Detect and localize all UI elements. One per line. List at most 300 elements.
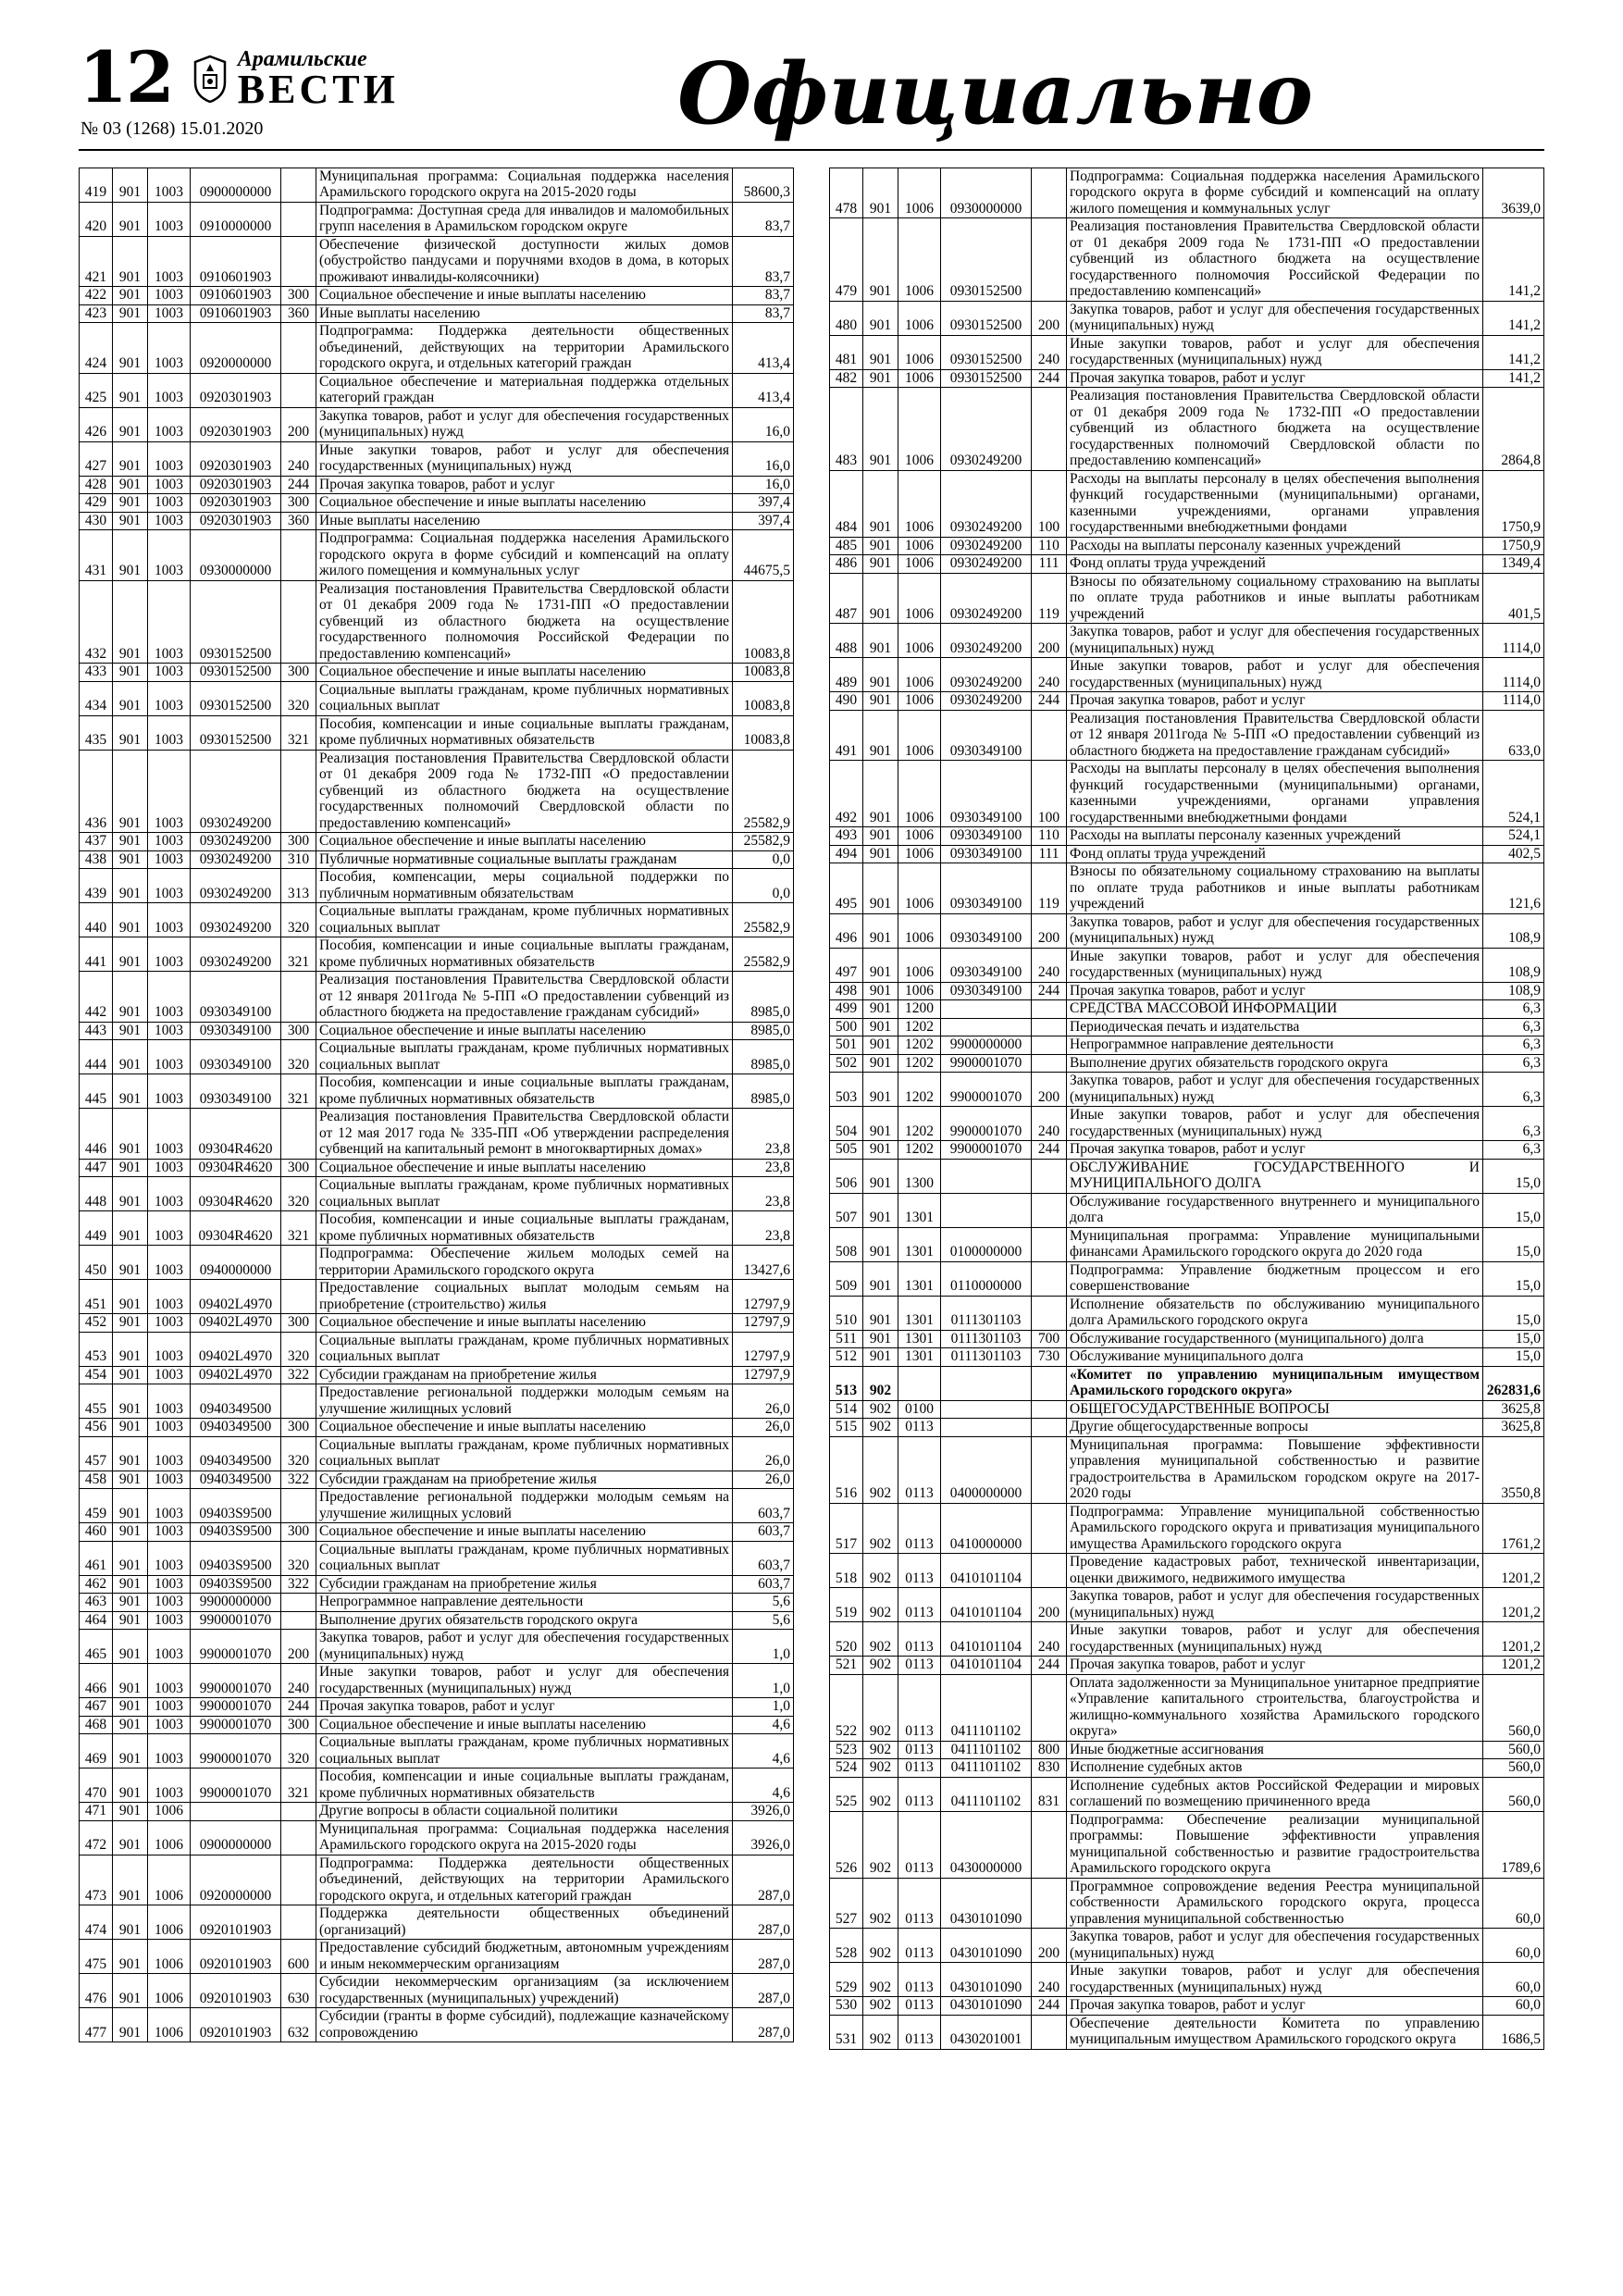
code-target: 9900001070 <box>191 1664 281 1698</box>
row-description: Социальные выплаты гражданам, кроме публичных нормативных социальных выплат <box>316 1177 733 1211</box>
row-description: Социальные выплаты гражданам, кроме публичных нормативных социальных выплат <box>316 1040 733 1074</box>
code-grbs: 901 <box>113 681 148 715</box>
row-number: 445 <box>80 1074 113 1109</box>
table-row <box>830 218 1544 302</box>
row-description: Исполнение судебных актов <box>1067 1759 1483 1778</box>
row-number: 439 <box>80 869 113 903</box>
row-number: 506 <box>830 1159 863 1193</box>
code-grbs: 901 <box>863 1018 898 1036</box>
code-grbs: 901 <box>113 323 148 374</box>
row-amount: 3625,8 <box>1483 1419 1544 1437</box>
row-number: 424 <box>80 323 113 374</box>
page-number: 12 <box>79 36 173 118</box>
code-type: 200 <box>1032 1929 1067 1963</box>
row-description: Иные закупки товаров, работ и услуг для обеспечения государственных (муниципальных) нужд <box>316 441 733 476</box>
row-amount: 3926,0 <box>733 1803 794 1821</box>
row-amount: 12797,9 <box>733 1366 794 1384</box>
row-description: Социальное обеспечение и иные выплаты населению <box>316 1523 733 1542</box>
row-number: 491 <box>830 710 863 761</box>
code-type <box>281 972 316 1023</box>
code-target: 0930249200 <box>941 692 1032 711</box>
code-section: 1003 <box>148 1489 191 1523</box>
table-row <box>80 580 794 664</box>
code-section: 1003 <box>148 1698 191 1717</box>
code-grbs: 901 <box>113 1109 148 1160</box>
code-section: 0113 <box>898 1436 941 1503</box>
code-type: 300 <box>281 1022 316 1040</box>
code-target: 09304R4620 <box>191 1177 281 1211</box>
row-amount: 13427,6 <box>733 1246 794 1280</box>
code-grbs: 902 <box>863 1759 898 1778</box>
row-description: Другие вопросы в области социальной политики <box>316 1803 733 1821</box>
code-grbs: 901 <box>863 1107 898 1141</box>
code-target: 0430000000 <box>941 1811 1032 1878</box>
row-description: Выполнение других обязательств городского округа <box>316 1611 733 1630</box>
row-description: ОБСЛУЖИВАНИЕ ГОСУДАРСТВЕННОГО И МУНИЦИПАЛЬНОГО ДОЛГА <box>1067 1159 1483 1193</box>
row-number: 500 <box>830 1018 863 1036</box>
table-row <box>830 301 1544 335</box>
code-type: 300 <box>281 664 316 682</box>
row-description: Проведение кадастровых работ, технической инвентаризации, оценки движимого, недвижимого имущества <box>1067 1554 1483 1588</box>
code-section: 0113 <box>898 1554 941 1588</box>
row-number: 505 <box>830 1141 863 1160</box>
code-section: 1003 <box>148 1109 191 1160</box>
code-section: 1003 <box>148 850 191 869</box>
code-target: 0920000000 <box>191 323 281 374</box>
code-grbs: 901 <box>863 1348 898 1367</box>
row-number: 460 <box>80 1523 113 1542</box>
table-row <box>830 1073 1544 1107</box>
code-section: 1003 <box>148 407 191 441</box>
code-target: 0920101903 <box>191 2008 281 2042</box>
table-row <box>830 1000 1544 1019</box>
code-target: 0111301103 <box>941 1330 1032 1348</box>
row-number: 521 <box>830 1657 863 1675</box>
code-section: 1003 <box>148 304 191 323</box>
code-type <box>1032 168 1067 218</box>
code-section: 1003 <box>148 1211 191 1246</box>
table-row <box>80 1177 794 1211</box>
code-grbs: 902 <box>863 1503 898 1554</box>
code-target: 09402L4970 <box>191 1314 281 1333</box>
code-grbs: 901 <box>113 937 148 972</box>
code-target: 0920101903 <box>191 1974 281 2008</box>
row-amount: 26,0 <box>733 1384 794 1419</box>
code-type: 320 <box>281 1541 316 1575</box>
code-grbs: 901 <box>863 863 898 914</box>
row-number: 453 <box>80 1332 113 1366</box>
table-row <box>80 304 794 323</box>
code-target: 0430101090 <box>941 1878 1032 1929</box>
row-amount: 5,6 <box>733 1594 794 1612</box>
row-amount: 16,0 <box>733 407 794 441</box>
code-target: 0940349500 <box>191 1384 281 1419</box>
code-section: 1006 <box>898 624 941 658</box>
row-description: Муниципальная программа: Социальная поддержка населения Арамильского городского округа на 2015-2020 годы <box>316 1820 733 1855</box>
row-number: 464 <box>80 1611 113 1630</box>
row-amount: 26,0 <box>733 1436 794 1471</box>
code-type: 110 <box>1032 537 1067 555</box>
code-section: 1301 <box>898 1261 941 1296</box>
table-row <box>80 937 794 972</box>
code-grbs: 901 <box>113 287 148 305</box>
row-number: 444 <box>80 1040 113 1074</box>
table-row <box>830 982 1544 1000</box>
code-target <box>191 1803 281 1821</box>
code-target: 9900001070 <box>941 1107 1032 1141</box>
row-description: Социальные выплаты гражданам, кроме публичных нормативных социальных выплат <box>316 1332 733 1366</box>
code-section: 0113 <box>898 1657 941 1675</box>
row-amount: 1114,0 <box>1483 658 1544 692</box>
code-target: 0410101104 <box>941 1554 1032 1588</box>
row-description: Реализация постановления Правительства Свердловской области от 01 декабря 2009 года № 1732-ПП «О предоставлении субвенций из областного бюджета на осуществление государственных полномочий Свердловской области по предоставлению компенсаций» <box>1067 388 1483 471</box>
code-grbs: 901 <box>863 470 898 537</box>
code-grbs: 901 <box>863 573 898 624</box>
code-target: 0411101102 <box>941 1777 1032 1811</box>
table-row <box>80 1419 794 1437</box>
code-grbs: 901 <box>863 168 898 218</box>
row-description: Социальное обеспечение и иные выплаты населению <box>316 664 733 682</box>
code-grbs: 901 <box>863 624 898 658</box>
code-type <box>1032 1296 1067 1330</box>
code-grbs: 902 <box>863 1622 898 1657</box>
code-target: 9900001070 <box>941 1054 1032 1073</box>
code-type: 240 <box>281 1664 316 1698</box>
code-section: 1006 <box>898 827 941 846</box>
row-amount: 603,7 <box>733 1541 794 1575</box>
table-row <box>830 913 1544 948</box>
code-grbs: 901 <box>113 512 148 530</box>
code-target: 0430201001 <box>941 2015 1032 2049</box>
code-target: 0910601903 <box>191 236 281 287</box>
code-grbs: 901 <box>113 750 148 833</box>
table-row <box>80 1314 794 1333</box>
code-grbs: 901 <box>113 1594 148 1612</box>
row-description: Субсидии гражданам на приобретение жилья <box>316 1575 733 1594</box>
table-row <box>80 850 794 869</box>
row-number: 441 <box>80 937 113 972</box>
code-section: 1003 <box>148 1040 191 1074</box>
code-section: 1003 <box>148 1280 191 1314</box>
row-description: Муниципальная программа: Повышение эффективности управления муниципальной собственностью и развитие градостроительства в Арамильском городском округе на 2017-2020 годы <box>1067 1436 1483 1503</box>
code-type: 111 <box>1032 555 1067 574</box>
code-section: 1003 <box>148 681 191 715</box>
code-grbs: 901 <box>863 1296 898 1330</box>
code-target: 0430101090 <box>941 1929 1032 1963</box>
row-amount: 121,6 <box>1483 863 1544 914</box>
masthead-block <box>79 36 399 140</box>
row-number: 511 <box>830 1330 863 1348</box>
row-description: Реализация постановления Правительства Свердловской области от 12 января 2011года № 5-ПП «О предоставлении субвенций из областного бюджета на предоставление гражданам субсидий» <box>316 972 733 1023</box>
row-amount: 633,0 <box>1483 710 1544 761</box>
table-row <box>80 1716 794 1734</box>
row-number: 471 <box>80 1803 113 1821</box>
code-type <box>281 1384 316 1419</box>
code-target: 0410101104 <box>941 1588 1032 1622</box>
row-amount: 603,7 <box>733 1523 794 1542</box>
code-type: 240 <box>281 441 316 476</box>
row-amount: 83,7 <box>733 236 794 287</box>
code-target: 9900001070 <box>191 1698 281 1717</box>
row-number: 473 <box>80 1855 113 1905</box>
code-target: 0940349500 <box>191 1471 281 1489</box>
row-number: 502 <box>830 1054 863 1073</box>
code-target: 0920000000 <box>191 1855 281 1905</box>
table-row <box>80 1280 794 1314</box>
row-amount: 287,0 <box>733 2008 794 2042</box>
code-section: 1003 <box>148 1436 191 1471</box>
code-section: 1003 <box>148 750 191 833</box>
table-row <box>830 1366 1544 1400</box>
row-amount: 6,3 <box>1483 1018 1544 1036</box>
code-type: 244 <box>1032 1997 1067 2016</box>
row-number: 420 <box>80 202 113 236</box>
table-row <box>830 1963 1544 1997</box>
code-target: 09402L4970 <box>191 1332 281 1366</box>
code-type <box>281 1489 316 1523</box>
code-target <box>941 1018 1032 1036</box>
row-amount: 60,0 <box>1483 1963 1544 1997</box>
table-row <box>80 1820 794 1855</box>
code-target: 0930349100 <box>941 913 1032 948</box>
row-description: Подпрограмма: Обеспечение жильем молодых семей на территории Арамильского городского округа <box>316 1246 733 1280</box>
code-target: 09304R4620 <box>191 1211 281 1246</box>
table-row <box>830 388 1544 471</box>
code-grbs: 901 <box>863 335 898 369</box>
code-grbs: 901 <box>113 1698 148 1717</box>
row-amount: 4,6 <box>733 1734 794 1769</box>
row-amount: 44675,5 <box>733 530 794 581</box>
row-description: Обслуживание государственного внутреннего и муниципального долга <box>1067 1193 1483 1227</box>
code-type <box>1032 710 1067 761</box>
code-target: 09403S9500 <box>191 1575 281 1594</box>
row-amount: 6,3 <box>1483 1141 1544 1160</box>
code-section: 1003 <box>148 1471 191 1489</box>
code-grbs: 902 <box>863 1741 898 1759</box>
code-target: 0930249200 <box>941 537 1032 555</box>
code-grbs: 902 <box>863 1878 898 1929</box>
code-target: 09304R4620 <box>191 1109 281 1160</box>
row-description: Социальное обеспечение и иные выплаты населению <box>316 1314 733 1333</box>
code-type <box>1032 1366 1067 1400</box>
row-amount: 3926,0 <box>733 1820 794 1855</box>
code-grbs: 901 <box>113 441 148 476</box>
table-row <box>80 1471 794 1489</box>
code-target: 0930249200 <box>191 850 281 869</box>
code-section: 1301 <box>898 1296 941 1330</box>
code-grbs: 902 <box>863 1554 898 1588</box>
table-row <box>830 1296 1544 1330</box>
row-amount: 1201,2 <box>1483 1554 1544 1588</box>
table-row <box>830 1878 1544 1929</box>
row-amount: 1,0 <box>733 1698 794 1717</box>
code-section: 1003 <box>148 441 191 476</box>
row-description: Иные бюджетные ассигнования <box>1067 1741 1483 1759</box>
table-row <box>80 681 794 715</box>
row-number: 483 <box>830 388 863 471</box>
table-row <box>830 658 1544 692</box>
code-target: 0930249200 <box>941 470 1032 537</box>
row-description: Подпрограмма: Доступная среда для инвалидов и маломобильных групп населения в Арамильском городском округе <box>316 202 733 236</box>
code-type: 300 <box>281 494 316 513</box>
code-type: 830 <box>1032 1759 1067 1778</box>
row-number: 477 <box>80 2008 113 2042</box>
table-row <box>80 1436 794 1471</box>
code-type: 240 <box>1032 1107 1067 1141</box>
row-description: Иные закупки товаров, работ и услуг для обеспечения государственных (муниципальных) нужд <box>1067 1107 1483 1141</box>
code-grbs: 901 <box>863 1036 898 1055</box>
row-description: Иные закупки товаров, работ и услуг для обеспечения государственных (муниципальных) нужд <box>1067 335 1483 369</box>
code-target: 0930152500 <box>941 218 1032 302</box>
code-section: 1200 <box>898 1000 941 1019</box>
code-type: 320 <box>281 903 316 937</box>
table-row <box>830 1054 1544 1073</box>
code-section: 1006 <box>148 1974 191 2008</box>
code-target: 0930249200 <box>191 903 281 937</box>
row-amount: 1349,4 <box>1483 555 1544 574</box>
table-row <box>80 1611 794 1630</box>
code-section: 1003 <box>148 1246 191 1280</box>
row-description: Подпрограмма: Поддержка деятельности общественных объединений, действующих на территории Арамильского городского округа, и отдельных категорий граждан <box>316 323 733 374</box>
code-type <box>1032 1674 1067 1741</box>
code-grbs: 901 <box>113 1040 148 1074</box>
header-divider <box>79 149 1544 151</box>
code-section: 1301 <box>898 1330 941 1348</box>
row-number: 522 <box>830 1674 863 1741</box>
code-target: 9900001070 <box>191 1611 281 1630</box>
row-number: 518 <box>830 1554 863 1588</box>
row-number: 512 <box>830 1348 863 1367</box>
code-type: 200 <box>1032 913 1067 948</box>
code-type: 320 <box>281 1734 316 1769</box>
brand-name-top: Арамильские <box>237 47 367 71</box>
row-description: Социальное обеспечение и иные выплаты населению <box>316 1716 733 1734</box>
code-target <box>941 1419 1032 1437</box>
row-amount: 287,0 <box>733 1940 794 1974</box>
row-description: Социальное обеспечение и иные выплаты населению <box>316 1159 733 1177</box>
row-amount: 60,0 <box>1483 1997 1544 2016</box>
code-section: 0113 <box>898 1588 941 1622</box>
code-target: 0940349500 <box>191 1436 281 1471</box>
table-row <box>830 168 1544 218</box>
row-amount: 1201,2 <box>1483 1622 1544 1657</box>
row-number: 421 <box>80 236 113 287</box>
row-number: 429 <box>80 494 113 513</box>
table-row <box>80 1332 794 1366</box>
row-description: Прочая закупка товаров, работ и услуг <box>1067 1141 1483 1160</box>
code-grbs: 901 <box>863 845 898 863</box>
code-type <box>1032 1878 1067 1929</box>
row-description: Прочая закупка товаров, работ и услуг <box>316 476 733 494</box>
code-grbs: 901 <box>863 1261 898 1296</box>
code-section: 1003 <box>148 1630 191 1664</box>
table-row <box>830 1811 1544 1878</box>
row-description: ОБЩЕГОСУДАРСТВЕННЫЕ ВОПРОСЫ <box>1067 1400 1483 1419</box>
table-row <box>830 1159 1544 1193</box>
code-type <box>1032 1054 1067 1073</box>
code-grbs: 901 <box>113 1366 148 1384</box>
row-amount: 83,7 <box>733 304 794 323</box>
code-section: 1006 <box>898 301 941 335</box>
row-description: Исполнение обязательств по обслуживанию муниципального долга Арамильского городского округа <box>1067 1296 1483 1330</box>
row-amount: 83,7 <box>733 202 794 236</box>
code-type: 240 <box>1032 335 1067 369</box>
code-target: 0111301103 <box>941 1348 1032 1367</box>
row-description: Предоставление региональной поддержки молодым семьям на улучшение жилищных условий <box>316 1489 733 1523</box>
row-description: Подпрограмма: Социальная поддержка населения Арамильского городского округа в форме субсидий и компенсаций на оплату жилого помещения и коммунальных услуг <box>1067 168 1483 218</box>
code-section: 1003 <box>148 1769 191 1803</box>
table-row <box>80 1211 794 1246</box>
row-description: Фонд оплаты труда учреждений <box>1067 555 1483 574</box>
table-row <box>80 236 794 287</box>
row-description: Субсидии гражданам на приобретение жилья <box>316 1366 733 1384</box>
code-target: 9900001070 <box>191 1630 281 1664</box>
code-type: 244 <box>1032 982 1067 1000</box>
code-grbs: 901 <box>113 236 148 287</box>
page-header <box>79 36 1544 144</box>
table-row <box>80 1974 794 2008</box>
code-section: 1003 <box>148 1716 191 1734</box>
row-amount: 5,6 <box>733 1611 794 1630</box>
code-section: 1003 <box>148 1074 191 1109</box>
row-amount: 3639,0 <box>1483 168 1544 218</box>
row-number: 517 <box>830 1503 863 1554</box>
code-section: 1003 <box>148 1575 191 1594</box>
code-type <box>281 1246 316 1280</box>
row-number: 493 <box>830 827 863 846</box>
row-description: Социальное обеспечение и иные выплаты населению <box>316 287 733 305</box>
code-section: 1003 <box>148 1384 191 1419</box>
table-row <box>830 1018 1544 1036</box>
code-section: 1202 <box>898 1036 941 1055</box>
row-amount: 287,0 <box>733 1855 794 1905</box>
row-amount: 560,0 <box>1483 1674 1544 1741</box>
row-amount: 287,0 <box>733 1974 794 2008</box>
code-type: 632 <box>281 2008 316 2042</box>
row-amount: 15,0 <box>1483 1159 1544 1193</box>
row-number: 482 <box>830 369 863 388</box>
code-grbs: 901 <box>113 494 148 513</box>
row-amount: 397,4 <box>733 512 794 530</box>
table-row <box>80 441 794 476</box>
row-amount: 8985,0 <box>733 1074 794 1109</box>
row-amount: 26,0 <box>733 1419 794 1437</box>
code-type <box>1032 1036 1067 1055</box>
row-number: 419 <box>80 168 113 202</box>
table-row <box>830 537 1544 555</box>
code-type: 360 <box>281 304 316 323</box>
row-number: 523 <box>830 1741 863 1759</box>
code-section: 1003 <box>148 1734 191 1769</box>
row-description: Социальное обеспечение и материальная поддержка отдельных категорий граждан <box>316 373 733 407</box>
row-number: 457 <box>80 1436 113 1471</box>
row-amount: 25582,9 <box>733 903 794 937</box>
code-target: 0930249200 <box>941 573 1032 624</box>
code-section: 1003 <box>148 1159 191 1177</box>
code-target: 0940349500 <box>191 1419 281 1437</box>
row-number: 448 <box>80 1177 113 1211</box>
code-grbs: 901 <box>113 476 148 494</box>
table-row <box>80 323 794 374</box>
row-description: Обеспечение физической доступности жилых домов (обустройство пандусами и поручнями входов в дома, в которых проживают инвалиды-колясочники) <box>316 236 733 287</box>
row-description: Публичные нормативные социальные выплаты гражданам <box>316 850 733 869</box>
row-amount: 3625,8 <box>1483 1400 1544 1419</box>
code-section: 1006 <box>898 369 941 388</box>
table-row <box>830 1759 1544 1778</box>
code-grbs: 902 <box>863 1811 898 1878</box>
code-type <box>1032 1159 1067 1193</box>
code-type: 630 <box>281 1974 316 2008</box>
